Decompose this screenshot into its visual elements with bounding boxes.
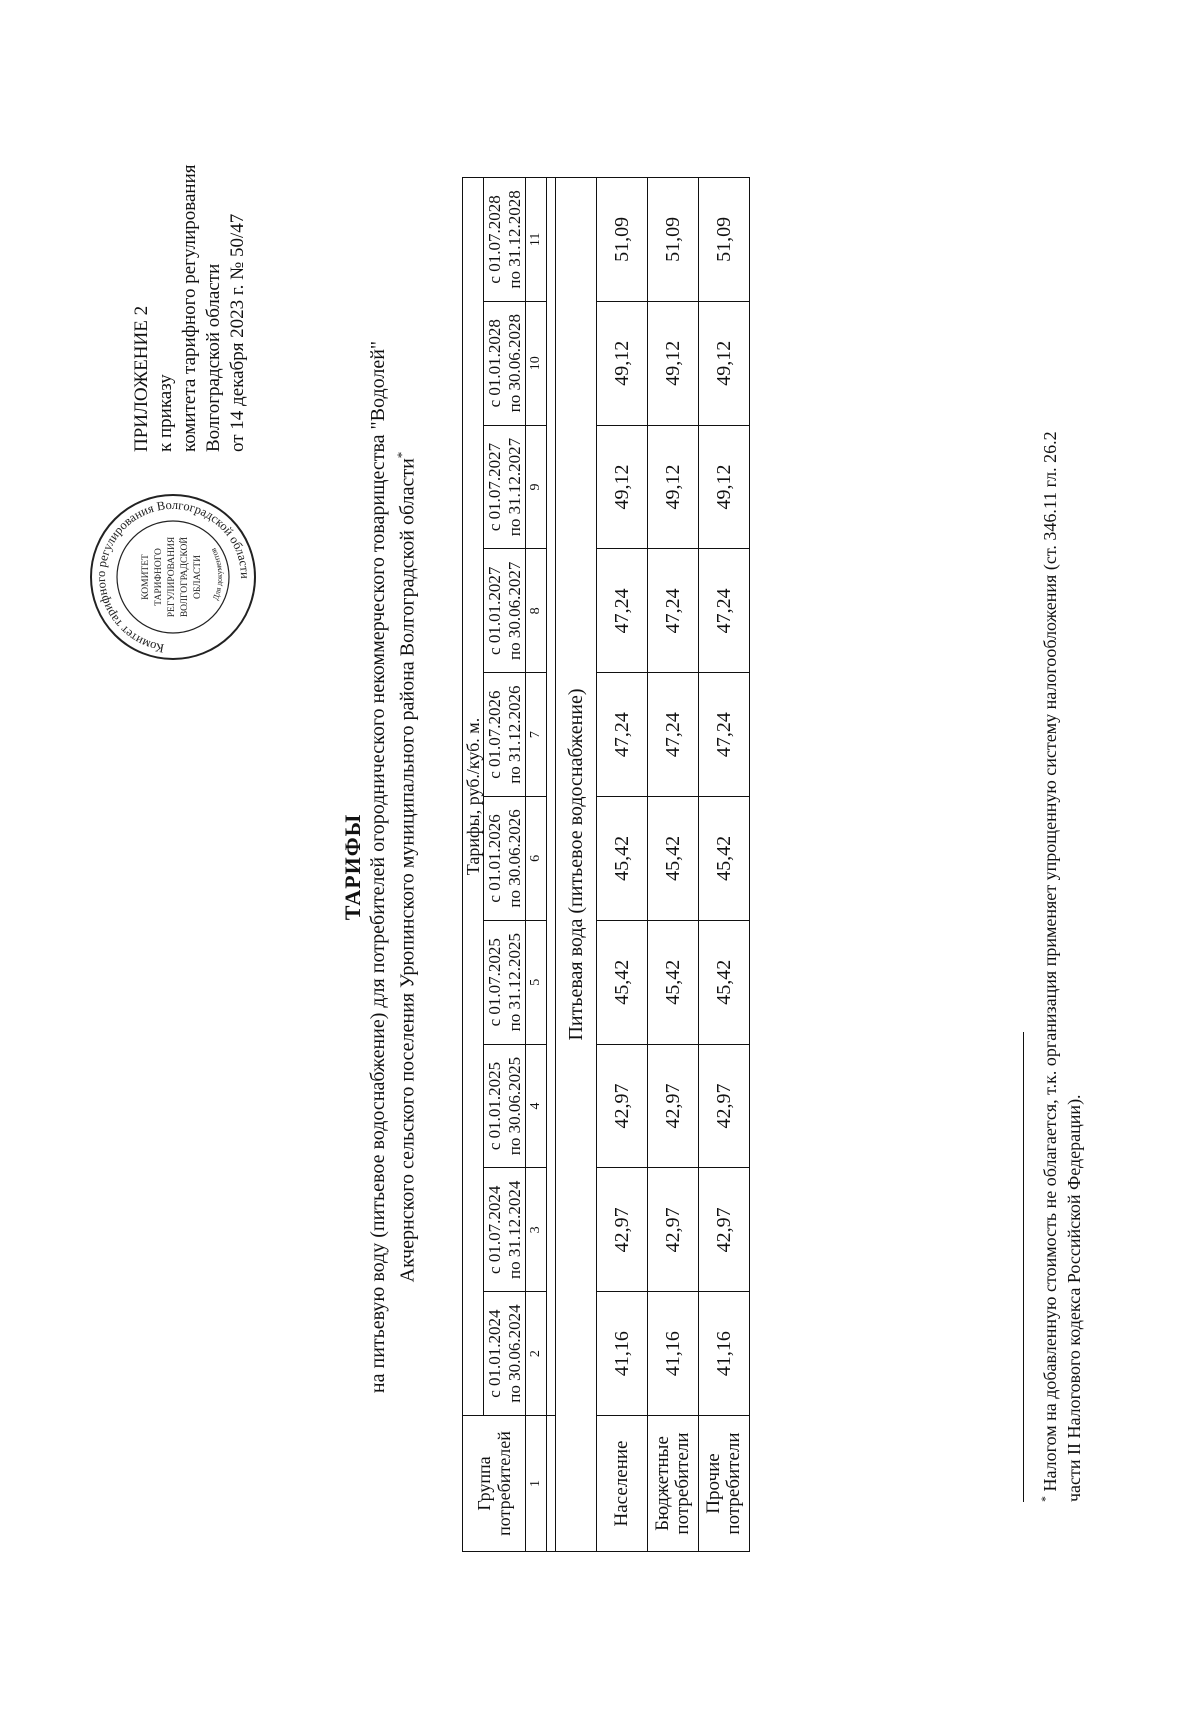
period-to: по 31.12.2028: [504, 190, 524, 289]
seal-center-line: ТАРИФНОГО: [154, 548, 164, 606]
subtitle-line-1: на питьевую воду (питьевое водоснабжение) для потребителей огороднического некоммерческого товарищества "Водолей": [367, 340, 389, 1394]
tariff-value-cell: 45,42: [699, 920, 750, 1044]
title-block: [340, 182, 420, 1552]
period-header: [484, 1044, 526, 1168]
consumer-group-cell: Прочие потребители: [699, 1416, 750, 1552]
tariff-value-cell: 49,12: [597, 301, 648, 425]
region-name: Волгоградской области: [203, 263, 224, 452]
tariff-value-cell: 49,12: [597, 425, 648, 549]
tariff-value-cell: 51,09: [648, 178, 699, 302]
footnote-mark: *: [394, 451, 409, 459]
committee-name: комитета тарифного регулирования: [179, 164, 200, 452]
period-header: [484, 797, 526, 921]
tariff-value-cell: 47,24: [648, 673, 699, 797]
consumer-group-cell: Бюджетные потребители: [648, 1416, 699, 1552]
tariff-value-cell: 41,16: [597, 1292, 648, 1416]
period-header: [484, 1292, 526, 1416]
seal-center-line: ВОЛГОГРАДСКОЙ: [180, 536, 190, 618]
seal-center-line: ОБЛАСТИ: [193, 555, 203, 599]
footnote-line-2: части II Налогового кодекса Российской Федерации).: [1064, 1094, 1084, 1502]
spacer-row: [547, 178, 556, 1552]
tariff-value-cell: 49,12: [699, 425, 750, 549]
tariff-value-cell: 49,12: [699, 301, 750, 425]
group-column-header: Группа потребителей: [463, 1416, 526, 1552]
table-header-row: [463, 178, 484, 1552]
column-number: 2: [526, 1292, 547, 1416]
table-row: [699, 178, 750, 1552]
tariff-value-cell: 41,16: [648, 1292, 699, 1416]
spacer-cell: [547, 178, 556, 1416]
period-header: [484, 920, 526, 1044]
column-number-row: [526, 178, 547, 1552]
tariff-value-cell: 47,24: [699, 673, 750, 797]
period-header: [484, 178, 526, 302]
column-number: 6: [526, 797, 547, 921]
period-from: с 01.07.2024: [484, 1185, 504, 1274]
tariff-table: [462, 177, 750, 1552]
order-ref: к приказу: [155, 374, 176, 452]
footnote-separator: [1023, 1032, 1024, 1502]
tariff-value-cell: 47,24: [597, 549, 648, 673]
seal-center-line: РЕГУЛИРОВАНИЯ: [167, 536, 177, 618]
footnote-mark: *: [1038, 1496, 1052, 1502]
tariff-value-cell: 42,97: [597, 1044, 648, 1168]
period-to: по 30.06.2026: [504, 809, 524, 908]
tariff-value-cell: 42,97: [699, 1044, 750, 1168]
table-row: [648, 178, 699, 1552]
tariff-value-cell: 42,97: [648, 1044, 699, 1168]
order-date-number: от 14 декабря 2023 г. № 50/47: [227, 213, 248, 452]
tariff-value-cell: 47,24: [699, 549, 750, 673]
consumer-group-cell: Население: [597, 1416, 648, 1552]
column-number: 4: [526, 1044, 547, 1168]
period-to: по 30.06.2025: [504, 1056, 524, 1156]
column-number: 10: [526, 301, 547, 425]
tariff-value-cell: 45,42: [597, 797, 648, 921]
period-to: по 31.12.2025: [504, 933, 524, 1032]
tariff-value-cell: 47,24: [648, 549, 699, 673]
column-number: 1: [526, 1416, 547, 1552]
spacer-cell: [547, 1416, 556, 1552]
table-row: [597, 178, 648, 1552]
period-from: с 01.07.2027: [484, 442, 504, 532]
tariff-value-cell: 42,97: [648, 1168, 699, 1292]
period-from: с 01.01.2026: [484, 814, 504, 903]
period-to: по 30.06.2027: [504, 561, 524, 660]
appendix-header: [130, 92, 250, 452]
column-number: 9: [526, 425, 547, 549]
tariff-value-cell: 45,42: [648, 920, 699, 1044]
period-header: [484, 301, 526, 425]
period-from: с 01.07.2026: [484, 690, 504, 779]
period-to: по 30.06.2028: [504, 314, 524, 413]
tariff-value-cell: 51,09: [699, 178, 750, 302]
tariff-value-cell: 41,16: [699, 1292, 750, 1416]
footnote-text-1: Налогом на добавленную стоимость не облагается, т.к. организация применяет упрощенную систему налогообложения (ст. 346.11 гл. 26.2: [1040, 431, 1060, 1492]
period-from: с 01.01.2027: [484, 566, 504, 655]
tariff-value-cell: 49,12: [648, 425, 699, 549]
period-to: по 30.06.2024: [504, 1304, 524, 1403]
tariff-value-cell: 45,42: [597, 920, 648, 1044]
tariff-value-cell: 47,24: [597, 673, 648, 797]
tariff-value-cell: 49,12: [648, 301, 699, 425]
column-number: 5: [526, 920, 547, 1044]
tariff-value-cell: 42,97: [597, 1168, 648, 1292]
column-number: 7: [526, 673, 547, 797]
period-from: с 01.01.2028: [484, 319, 504, 408]
page-title: ТАРИФЫ: [340, 813, 365, 921]
column-number: 3: [526, 1168, 547, 1292]
column-number: 8: [526, 549, 547, 673]
section-title: Питьевая вода (питьевое водоснабжение): [556, 178, 597, 1552]
tariff-value-cell: 51,09: [597, 178, 648, 302]
tariff-value-cell: 42,97: [699, 1168, 750, 1292]
seal-center-line: КОМИТЕТ: [141, 554, 151, 600]
section-row: [556, 178, 597, 1552]
period-header: [484, 549, 526, 673]
period-header: [484, 673, 526, 797]
period-to: по 31.12.2027: [504, 437, 524, 537]
period-header: [484, 1168, 526, 1292]
subtitle-line-2: [390, 182, 420, 1552]
period-to: по 31.12.2026: [504, 685, 524, 784]
tariffs-header: Тарифы, руб./куб. м.: [463, 178, 484, 1416]
footnote: [1033, 152, 1086, 1502]
appendix-label: ПРИЛОЖЕНИЕ 2: [131, 305, 152, 452]
tariff-value-cell: 45,42: [648, 797, 699, 921]
period-from: с 01.07.2025: [484, 938, 504, 1027]
subtitle-line-2-text: Акчернского сельского поселения Урюпинского муниципального района Волгоградской области: [396, 458, 419, 1283]
column-number: 11: [526, 178, 547, 302]
period-header: [484, 425, 526, 549]
footnote-line-1: [1033, 152, 1062, 1502]
period-from: с 01.01.2025: [484, 1061, 504, 1151]
period-to: по 31.12.2024: [504, 1180, 524, 1279]
period-header-row: [484, 178, 526, 1552]
official-seal: [88, 492, 258, 662]
tariff-value-cell: 45,42: [699, 797, 750, 921]
seal-bottom-text: Для документов: [208, 546, 225, 602]
period-from: с 01.01.2024: [484, 1309, 504, 1398]
seal-ring-text: Комитет тарифного регулирования Волгоградской области: [93, 497, 253, 656]
period-from: с 01.07.2028: [484, 195, 504, 284]
